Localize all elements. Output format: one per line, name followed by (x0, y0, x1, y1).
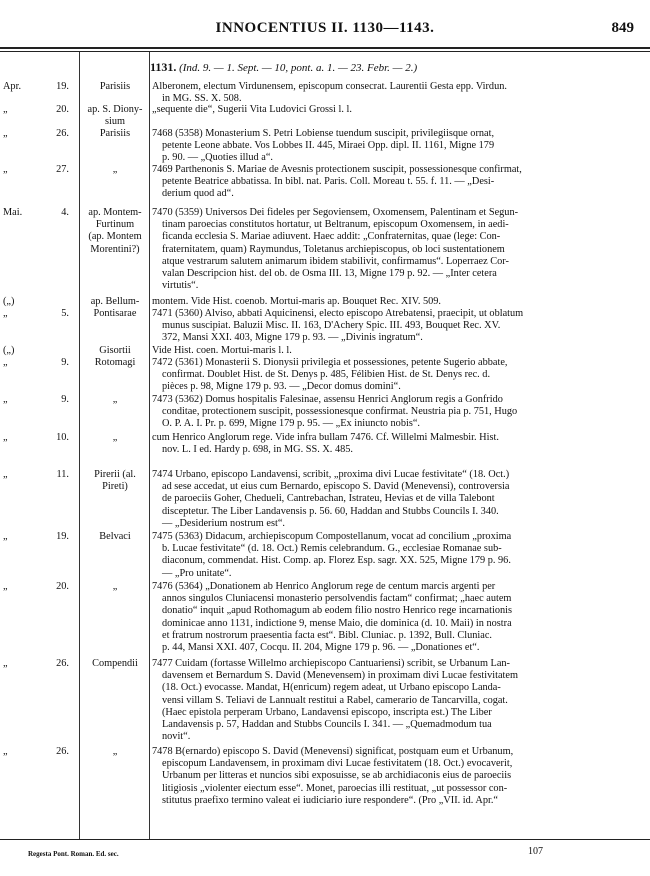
entry-day: 11. (56, 469, 69, 480)
entry-day: 20. (56, 581, 69, 592)
running-header-title: INNOCENTIUS II. 1130—1143. (215, 20, 435, 36)
entry-day: 26. (56, 658, 69, 669)
entry-text-line: ad sese accedat, ut eius cum Bernardo, episcopo S. David (Menevensi), controversia (162, 481, 510, 493)
entry-text-line: davensem et Bernardum S. David (Menevensem) in proximam divi Lucae festivitatem (162, 670, 518, 682)
entry-text (152, 432, 638, 456)
entry-text-line: fraternitatem, quam) Raymundus, Toletanus archiepiscopus, ob loci sustentationem (162, 243, 505, 255)
entry-text-line: Landavensis p. 57, Haddan and Stubbs Councils I. 341. — „Quemadmodum tua (162, 719, 492, 731)
entry-text-line: vensi villam S. Teliavi de Lannualt restitui a Rabel, camerario de Tancarvilla, cogat. (162, 694, 508, 706)
entry-place (82, 104, 148, 128)
entry-text (152, 296, 638, 308)
entry-day: 26. (56, 746, 69, 757)
entry-place-line: Belvaci (99, 531, 131, 542)
entry-place-line: Pireti) (102, 481, 128, 493)
entry-place (82, 128, 148, 140)
entry-month: („) (3, 296, 15, 307)
entry-place-line: ap. Montem- (88, 207, 142, 218)
entry-text-line: atque vestrarum salutem animarum ibidem stabilivit, confirmamus“. Loperraez Cor- (162, 255, 509, 267)
entry-month: „ (3, 394, 8, 405)
entry-text-line: stitutus praefixo termino valeat ei iudiciario iure respondere“. (Pro „VII. id. Apr.“ (162, 794, 498, 806)
entry-text-line: petente Beatrice abbatissa. In bibl. nat. Paris. Coll. Moreau t. 55. f. 11. — „Desi- (162, 176, 495, 188)
entry-text-line: tinam paroecias constitutos hortatur, ut Beltranum, episcopum Oxomensem, in aedi- (162, 219, 509, 231)
entry-text-line: de paroeciis Goher, Chedueli, Cantrebachan, Istrateu, Hevias et de villa Talebont (162, 493, 495, 505)
entry-text-line: ficanda ecclesia S. Mariae adiuvent. Haec addit: „Confraternitas, quae (lege: Con- (162, 231, 501, 243)
entry-place-line: Furtinum (95, 219, 135, 231)
entry-month: „ (3, 746, 8, 757)
page-number: 849 (611, 20, 634, 36)
entry-text-line: 7477 Cuidam (fortasse Willelmo archiepiscopo Cantuariensi) scribit, se Urbanum Lan- (152, 658, 510, 669)
entry-text-line: dominicae anno 1131, indictione 9, mense Maio, die dominica (d. 10. Maii) in nostra (162, 617, 512, 629)
entry-text-line: Urbanum per litteras et nuncios sibi exposuisse, se ab archidiaconis eius de paroeciis (162, 770, 512, 782)
entry-place-line: „ (112, 164, 118, 175)
entry-text-line: montem. Vide Hist. coenob. Mortui-maris ap. Bouquet Rec. XIV. 509. (152, 296, 441, 307)
entry-text-line: 7476 (5364) „Donationem ab Henrico Anglorum rege de centum marcis argenti per (152, 581, 496, 592)
entry-place-line: Pirerii (al. (94, 469, 136, 480)
entry-text (152, 104, 638, 116)
entry-text-line: 7472 (5361) Monasterii S. Dionysii privilegia et possessiones, petente Sugerio abbate, (152, 357, 508, 368)
entry-day: 20. (56, 104, 69, 115)
entry-text-line: 7474 Urbano, episcopo Landavensi, scribit, „proxima divi Lucae festivitate“ (18. Oct.) (152, 469, 510, 480)
entry-text-line: — „Pro unitate“. (162, 567, 232, 579)
entry-place (82, 308, 148, 320)
entry-place (82, 357, 148, 369)
footer-signature: 107 (528, 846, 543, 857)
entry-place (82, 81, 148, 93)
entry-place (82, 746, 148, 758)
entry-text (152, 357, 638, 394)
entry-text (152, 81, 638, 105)
entry-text-line: — „Desiderium nostrum est“. (162, 517, 285, 529)
entry-text (152, 207, 638, 292)
entry-place (82, 164, 148, 176)
entry-text-line: pièces p. 98, Migne 179 p. 93. — „Decor domus domini“. (162, 381, 401, 393)
entry-text-line: „sequente die“, Sugerii Vita Ludovici Grossi l. l. (152, 104, 352, 115)
entry-text-line: 7468 (5358) Monasterium S. Petri Lobiense tuendum suscipit, privilegiisque ornat, (152, 128, 495, 139)
year-heading (150, 61, 636, 74)
header-rule (0, 47, 650, 49)
entry-place (82, 432, 148, 444)
entry-text-line: litigiosis „violenter eiectum esse“. Monet, paroecias illi restituat, „ut possessor con- (162, 782, 508, 794)
entry-place-line: „ (112, 394, 118, 405)
entry-text-line: 7470 (5359) Universos Dei fideles per Segoviensem, Oxomensem, Palentinam et Segun- (152, 207, 519, 218)
entry-text-line: derium quod ad“. (162, 188, 234, 200)
column-divider-place (149, 52, 150, 840)
entry-day: 26. (56, 128, 69, 139)
entry-month: „ (3, 531, 8, 542)
entry-month: („) (3, 345, 15, 356)
year-label: 1131. (150, 60, 177, 74)
entry-month: „ (3, 581, 8, 592)
entry-place-line: sium (104, 116, 126, 128)
entry-place-line: „ (112, 581, 118, 592)
entry-text (152, 308, 638, 345)
entry-month: „ (3, 128, 8, 139)
entry-place-line: ap. S. Diony- (87, 104, 143, 115)
year-details: (Ind. 9. — 1. Sept. — 10, pont. a. 1. — 23. Febr. — 2.) (179, 62, 418, 74)
entry-day: 19. (56, 531, 69, 542)
entry-text-line: 7471 (5360) Alviso, abbati Aquicinensi, electo episcopo Atrebatensi, praecipit, ut oblatum (152, 308, 524, 319)
footer-rule (0, 839, 650, 840)
entry-month: „ (3, 658, 8, 669)
entry-text-line: 7478 B(ernardo) episcopo S. David (Menevensi) significat, postquam eum et Urbanum, (152, 746, 514, 757)
entry-text-line: p. 90. — „Quoties illud a“. (162, 152, 273, 164)
entry-month: „ (3, 308, 8, 319)
entry-place (82, 345, 148, 357)
entry-text-line: O. P. A. I. Pr. p. 699, Migne 179 p. 95. — „Ex iniuncto nobis“. (162, 418, 420, 430)
entry-text-line: conditae, protectionem suscipit, possessionesque confirmat. Neustria pia p. 751, Hugo (162, 406, 518, 418)
entry-place (82, 581, 148, 593)
entry-place-line: Morentini?) (90, 243, 140, 255)
entry-day: 9. (61, 394, 69, 405)
entry-place-line: (ap. Montem (88, 231, 142, 243)
entry-place (82, 296, 148, 308)
entry-text (152, 581, 638, 654)
entry-text (152, 128, 638, 165)
entry-text (152, 746, 638, 807)
entry-month: Mai. (3, 207, 23, 218)
entry-text-line: confirmat. Doublet Hist. de St. Denys p. 485, Félibien Hist. de St. Denys rec. d. (162, 369, 491, 381)
entry-text-line: 7473 (5362) Domus hospitalis Falesinae, assensu Henrici Anglorum regis a Gonfrido (152, 394, 503, 405)
entry-text-line: 372, Mansi XXI. 403, Migne 179 p. 93. — „Divinis ingratum“. (162, 332, 423, 344)
entry-text-line: petente Leone abbate. Vos Lobbes II. 445, Miraei Opp. dipl. II. 1161, Migne 179 (162, 140, 495, 152)
entry-place-line: Pontisarae (93, 308, 137, 319)
entry-text-line: valan Descripcion hist. del ob. de Osma III. 13, Migne 179 p. 92. — „Inter cetera (162, 268, 497, 280)
entry-month: „ (3, 104, 8, 115)
entry-day: 27. (56, 164, 69, 175)
entry-place-line: Compendii (92, 658, 138, 669)
entry-text-line: p. 44, Mansi XXI. 407, Cocqu. II. 204, Migne 179 p. 96. — „Donationes et“. (162, 642, 480, 654)
column-divider-date (79, 52, 80, 840)
entry-text-line: b. Lucae festivitate“ (d. 18. Oct.) Remis celebrandum. G., ecclesiae Romanae sub- (162, 543, 502, 555)
entry-text-line: novit“. (162, 731, 191, 743)
entry-place-line: Rotomagi (94, 357, 136, 368)
entry-day: 19. (56, 81, 69, 92)
entry-place (82, 531, 148, 543)
entry-day: 4. (61, 207, 69, 218)
entry-month: „ (3, 357, 8, 368)
entry-place-line: Parisiis (99, 81, 131, 92)
entry-place (82, 394, 148, 406)
entry-day: 10. (56, 432, 69, 443)
header-rule-thin (0, 51, 650, 52)
entry-text-line: annos singulos Cluniacensi monasterio persolvendis factam“ confirmat; „haec autem (162, 593, 512, 605)
entry-month: „ (3, 469, 8, 480)
entry-place (82, 469, 148, 493)
entry-text-line: diaconum, commendat. Hist. Comp. ap. Florez Esp. sagr. XX. 525, Migne 179 p. 96. (162, 555, 511, 567)
entry-month: „ (3, 164, 8, 175)
entry-text-line: nov. L. I ed. Hardy p. 698, in MG. SS. X. 485. (162, 444, 353, 456)
entry-text-line: disceptetur. The Liber Landavensis p. 56. 60, Haddan and Stubbs Councils I. 340. (162, 505, 499, 517)
entry-month: „ (3, 432, 8, 443)
entry-text (152, 394, 638, 431)
entry-text-line: episcopum Landavensem, in proximam divi Lucae festivitatem (18. Oct.) evocaverit, (162, 758, 513, 770)
entry-text-line: (18. Oct.) evocasse. Mandat, H(enricum) regem adeat, ut Urbano episcopo Landa- (162, 682, 501, 694)
entry-place-line: Parisiis (99, 128, 131, 139)
entry-text (152, 164, 638, 201)
entry-text (152, 345, 638, 357)
entry-text (152, 531, 638, 580)
entry-text-line: virtutis“. (162, 280, 199, 292)
entry-day: 5. (61, 308, 69, 319)
entry-text-line: Alberonem, electum Virdunensem, episcopum consecrat. Laurentii Gesta epp. Virdun. (152, 81, 507, 92)
entry-month: Apr. (3, 81, 22, 92)
entry-place-line: Gisortii (99, 345, 131, 356)
entry-text-line: 7469 Parthenonis S. Mariae de Avesnis protectionem suscipit, possessionesque confirmat, (152, 164, 522, 175)
entry-text-line: donatio“ inquit „apud Rothomagum ab eodem filio nostro Henrico rege incarnationis (162, 605, 513, 617)
entry-place-line: ap. Bellum- (90, 296, 140, 307)
entry-place (82, 207, 148, 256)
entry-text-line: Vide Hist. coen. Mortui-maris l. l. (152, 345, 292, 356)
footer-series-title: Regesta Pont. Roman. Ed. sec. (28, 850, 119, 858)
entry-place-line: „ (112, 746, 118, 757)
entry-day: 9. (61, 357, 69, 368)
entry-text-line: cum Henrico Anglorum rege. Vide infra bullam 7476. Cf. Willelmi Malmesbir. Hist. (152, 432, 499, 443)
entry-text (152, 469, 638, 530)
entry-text (152, 658, 638, 743)
entry-text-line: et fratrum nostrorum praesentia facta est“. Bibl. Cluniac. p. 1392, Bull. Cluniac. (162, 629, 492, 641)
entry-place-line: „ (112, 432, 118, 443)
entry-text-line: in MG. SS. X. 508. (162, 93, 242, 105)
entry-text-line: (Haec epistola perperam Urbano, Landavensi episcopo, inscripta est.) The Liber (162, 706, 492, 718)
entry-text-line: 7475 (5363) Didacum, archiepiscopum Compostellanum, vocat ad concilium „proxima (152, 531, 512, 542)
entry-place (82, 658, 148, 670)
entry-text-line: munus suscipiat. Baluzii Misc. II. 163, D'Achery Spic. III. 493, Bouquet Rec. XV. (162, 320, 501, 332)
